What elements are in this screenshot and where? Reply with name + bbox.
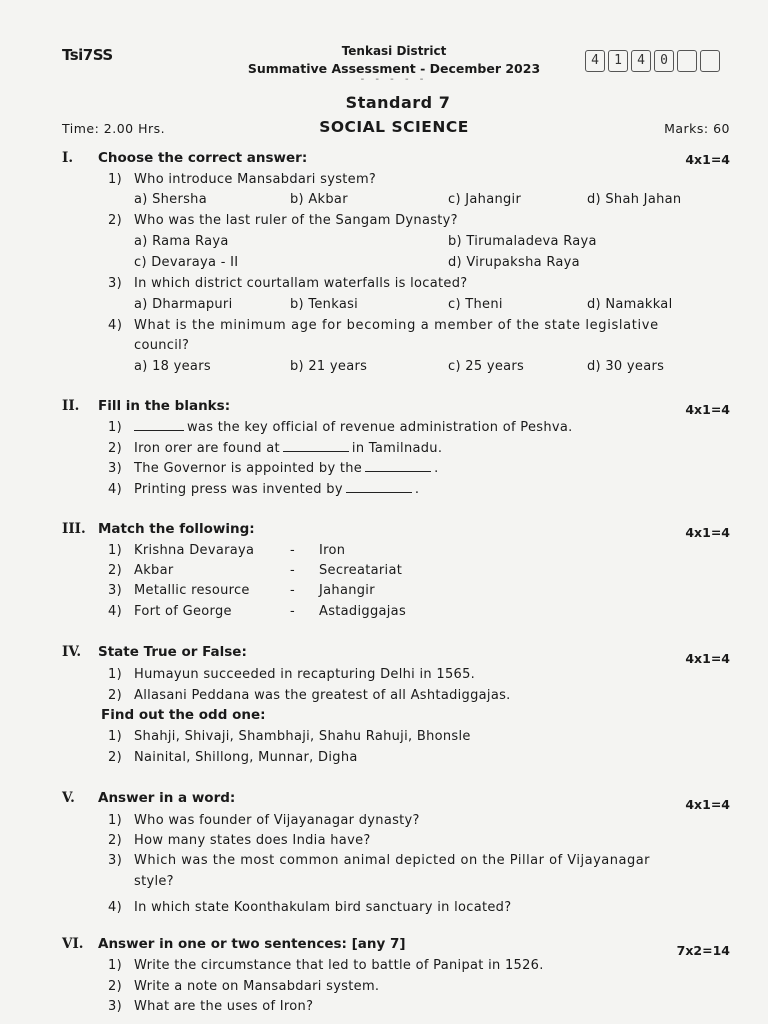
statement: 1) Humayun succeeded in recapturing Delhi in 1565.	[108, 667, 476, 682]
reg-box	[700, 50, 720, 72]
option: d) Shah Jahan	[587, 192, 682, 207]
section-3-marks: 4x1=4	[685, 525, 730, 540]
match-right: Iron	[319, 543, 346, 558]
reg-box: 1	[608, 50, 628, 72]
match-dash: -	[290, 604, 295, 619]
match-right: Secreatariat	[319, 563, 403, 578]
section-5-marks: 4x1=4	[685, 797, 730, 812]
question: 2) Write a note on Mansabdari system.	[108, 979, 380, 994]
section-4-heading: IV. State True or False:	[62, 644, 247, 660]
section-1-heading: I. Choose the correct answer:	[62, 150, 308, 166]
question: 1) Who introduce Mansabdari system?	[108, 172, 377, 187]
time-label: Time: 2.00 Hrs.	[62, 121, 166, 136]
question: 4) Printing press was invented by .	[108, 482, 420, 497]
question: 2) Iron orer are found at in Tamilnadu.	[108, 441, 443, 456]
section-1-marks: 4x1=4	[685, 152, 730, 167]
question-continued: style?	[134, 874, 174, 889]
blank-line	[365, 470, 431, 472]
question-continued: council?	[134, 338, 190, 353]
marks-label: Marks: 60	[664, 121, 730, 136]
reg-box: 0	[654, 50, 674, 72]
blank-line	[283, 450, 349, 452]
match-row: 2) Akbar	[108, 563, 174, 578]
question: 3) In which district courtallam waterfalls is located?	[108, 276, 468, 291]
option: c) Theni	[448, 297, 503, 312]
question: 4) In which state Koonthakulam bird sanctuary in located?	[108, 900, 512, 915]
question: 1) was the key official of revenue administration of Peshva.	[108, 420, 573, 435]
match-row: 3) Metallic resource	[108, 583, 250, 598]
district-title: Tenkasi District	[341, 44, 447, 58]
section-4-marks: 4x1=4	[685, 651, 730, 666]
option: d) Namakkal	[587, 297, 673, 312]
match-dash: -	[290, 563, 295, 578]
section-2-heading: II. Fill in the blanks:	[62, 398, 231, 414]
match-row: 1) Krishna Devaraya	[108, 543, 255, 558]
paper-code: Tsi7SS	[62, 46, 113, 64]
question: 3) What are the uses of Iron?	[108, 999, 314, 1014]
option: a) 18 years	[134, 359, 211, 374]
reg-box: 4	[631, 50, 651, 72]
match-dash: -	[290, 583, 295, 598]
odd-one-heading: Find out the odd one:	[101, 707, 266, 723]
reg-box	[677, 50, 697, 72]
statement: 2) Allasani Peddana was the greatest of all Ashtadiggajas.	[108, 688, 511, 703]
register-number-boxes	[585, 50, 720, 72]
reg-box: 4	[585, 50, 605, 72]
match-dash: -	[290, 543, 295, 558]
question: 3) The Governor is appointed by the .	[108, 461, 439, 476]
odd-one-item: 2) Nainital, Shillong, Munnar, Digha	[108, 750, 358, 765]
option: a) Shersha	[134, 192, 207, 207]
exam-title: Summative Assessment - December 2023	[247, 61, 541, 76]
option: d) Virupaksha Raya	[448, 255, 580, 270]
section-2-marks: 4x1=4	[685, 402, 730, 417]
option: c) 25 years	[448, 359, 525, 374]
question: 2) Who was the last ruler of the Sangam Dynasty?	[108, 213, 458, 228]
option: b) Tirumaladeva Raya	[448, 234, 597, 249]
standard-title: Standard 7	[345, 93, 451, 112]
subject-title: SOCIAL SCIENCE	[319, 118, 469, 136]
option: a) Dharmapuri	[134, 297, 233, 312]
section-6-heading: VI. Answer in one or two sentences: [any 7]	[62, 936, 406, 952]
odd-one-item: 1) Shahji, Shivaji, Shambhaji, Shahu Rahuji, Bhonsle	[108, 729, 471, 744]
match-row: 4) Fort of George	[108, 604, 232, 619]
divider: - - - - -	[360, 74, 428, 85]
option: d) 30 years	[587, 359, 665, 374]
option: b) 21 years	[290, 359, 368, 374]
question: 2) How many states does India have?	[108, 833, 371, 848]
option: c) Jahangir	[448, 192, 522, 207]
blank-line	[134, 429, 184, 431]
option: a) Rama Raya	[134, 234, 229, 249]
option: b) Akbar	[290, 192, 348, 207]
section-5-heading: V. Answer in a word:	[62, 790, 236, 806]
blank-line	[346, 491, 412, 493]
section-6-marks: 7x2=14	[676, 943, 730, 958]
match-right: Jahangir	[319, 583, 375, 598]
option: b) Tenkasi	[290, 297, 359, 312]
question: 1) Who was founder of Vijayanagar dynasty?	[108, 813, 420, 828]
match-right: Astadiggajas	[319, 604, 407, 619]
option: c) Devaraya - II	[134, 255, 239, 270]
question: 3) Which was the most common animal depicted on the Pillar of Vijayanagar	[108, 853, 651, 868]
section-3-heading: III. Match the following:	[62, 521, 255, 537]
question: 4) What is the minimum age for becoming a member of the state legislative	[108, 318, 659, 333]
question: 1) Write the circumstance that led to battle of Panipat in 1526.	[108, 958, 544, 973]
